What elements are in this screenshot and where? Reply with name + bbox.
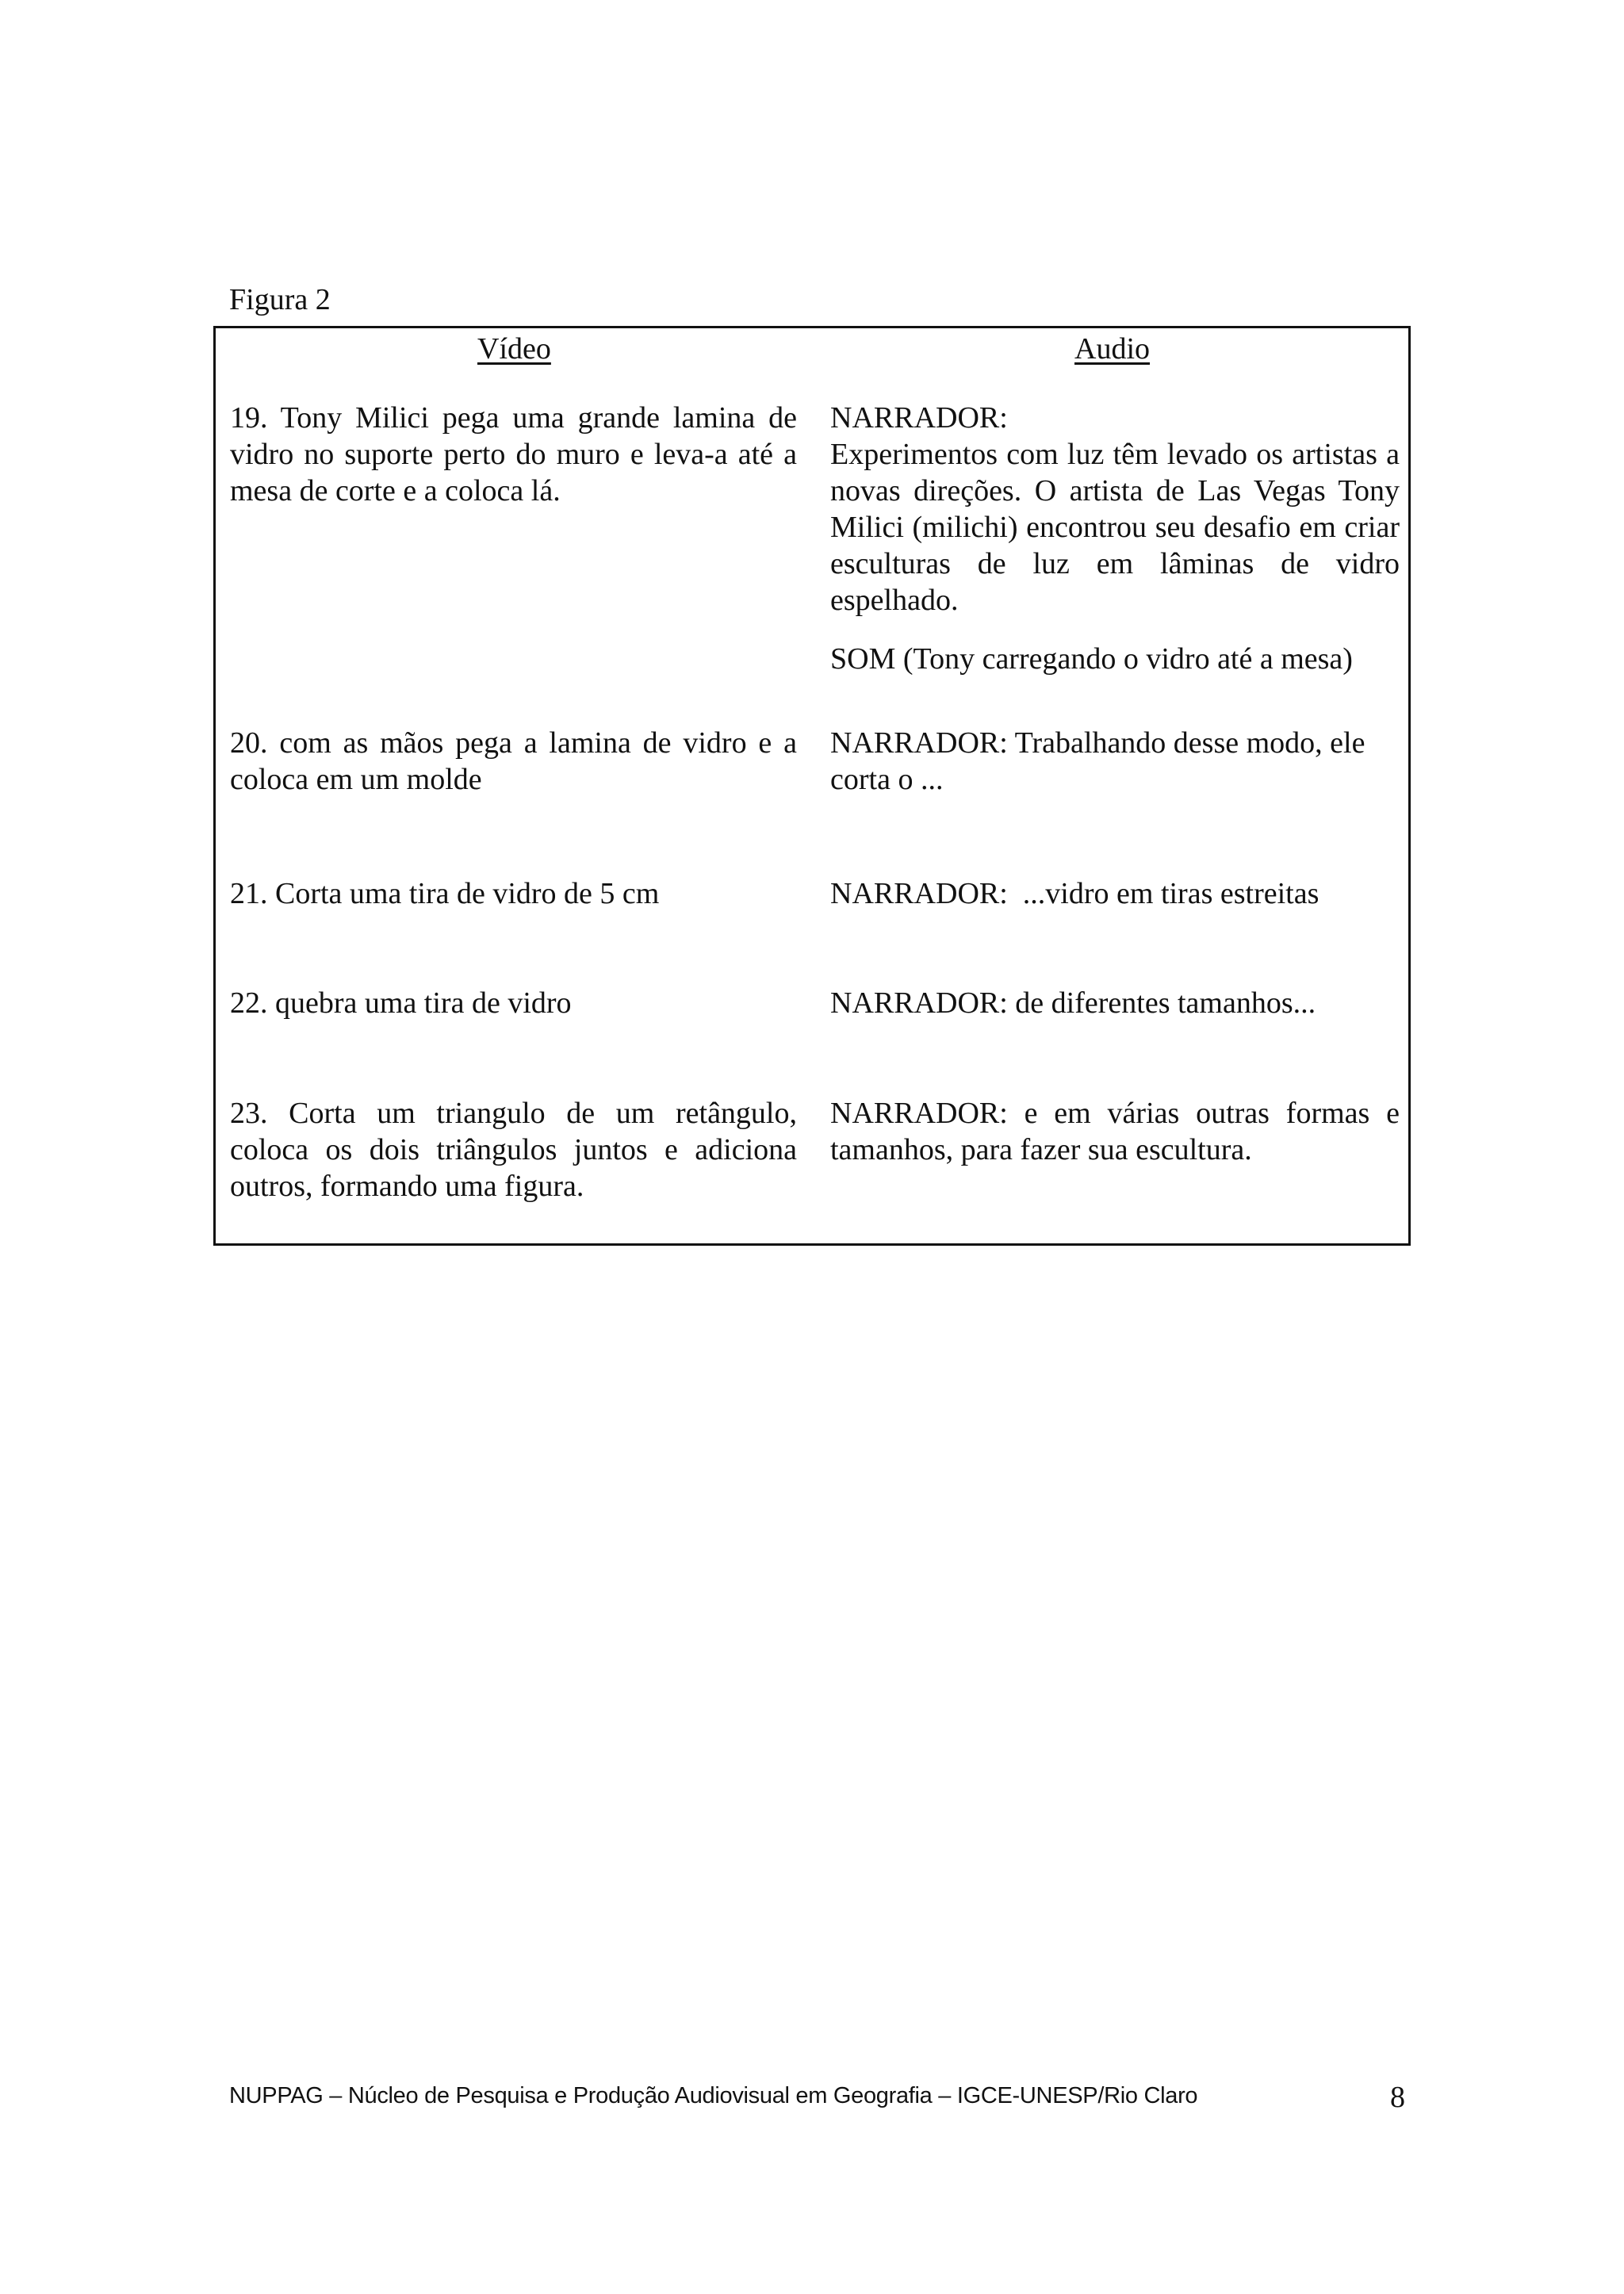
audio-cell-21 <box>830 875 1400 912</box>
audio-sound-cue: SOM (Tony carregando o vidro até a mesa) <box>830 642 1353 676</box>
audio-column-header: Audio <box>1074 332 1150 366</box>
footer-text: NUPPAG – Núcleo de Pesquisa e Produção Audiovisual em Geografia – IGCE-UNESP/Rio Claro <box>229 2083 1198 2108</box>
audio-cell-19 <box>830 400 1400 677</box>
video-text: 21. Corta uma tira de vidro de 5 cm <box>230 877 660 910</box>
audio-cell-23 <box>830 1095 1400 1168</box>
audio-text: NARRADOR: Trabalhando desse modo, ele corta o ... <box>830 726 1365 796</box>
video-cell-19 <box>230 400 797 509</box>
video-column-header: Vídeo <box>477 332 551 366</box>
video-text: 23. Corta um triangulo de um retângulo, coloca os dois triângulos juntos e adiciona outros, formando uma figura. <box>230 1097 797 1203</box>
audio-text: NARRADOR: de diferentes tamanhos... <box>830 986 1316 1020</box>
figure-caption: Figura 2 <box>229 283 331 316</box>
audio-text: Experimentos com luz têm levado os artistas a novas direções. O artista de Las Vegas Tony Milici (milichi) encontrou seu desafio em criar esculturas de luz em lâminas de vidro espelhado. <box>830 438 1400 617</box>
audio-speaker: NARRADOR: <box>830 401 1008 435</box>
script-table <box>213 326 1411 1246</box>
audio-text: NARRADOR: ...vidro em tiras estreitas <box>830 877 1320 910</box>
video-cell-22 <box>230 985 797 1021</box>
video-text: 20. com as mãos pega a lamina de vidro e a coloca em um molde <box>230 726 797 796</box>
page-number: 8 <box>1390 2081 1405 2114</box>
video-cell-20 <box>230 725 797 798</box>
audio-cell-22 <box>830 985 1400 1021</box>
video-cell-21 <box>230 875 797 912</box>
audio-text: NARRADOR: e em várias outras formas e tamanhos, para fazer sua escultura. <box>830 1097 1400 1166</box>
video-text: 22. quebra uma tira de vidro <box>230 986 572 1020</box>
video-cell-23 <box>230 1095 797 1204</box>
video-text: 19. Tony Milici pega uma grande lamina de vidro no suporte perto do muro e leva-a até a mesa de corte e a coloca lá. <box>230 401 797 507</box>
audio-cell-20 <box>830 725 1400 798</box>
